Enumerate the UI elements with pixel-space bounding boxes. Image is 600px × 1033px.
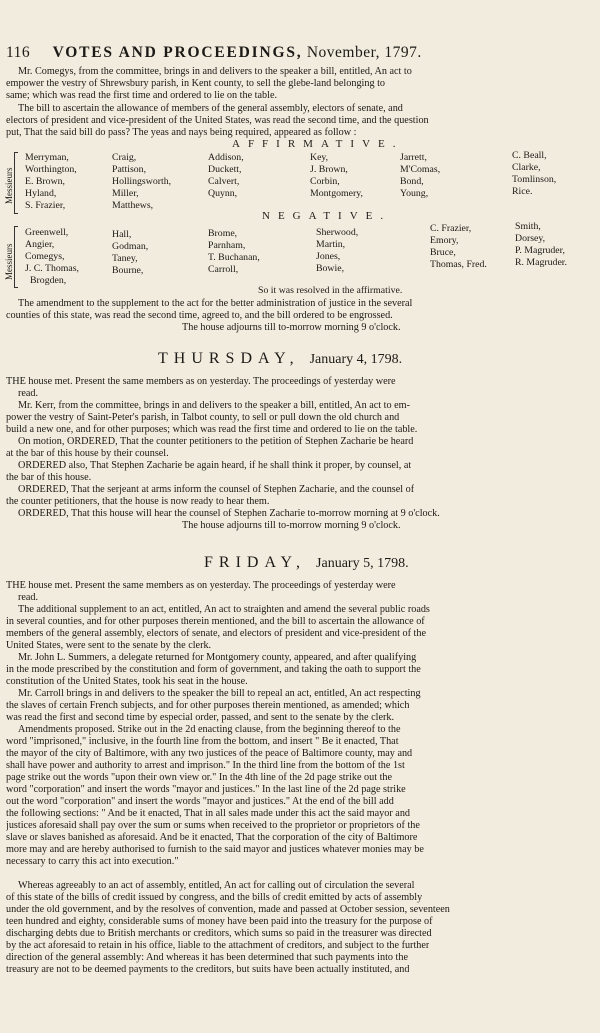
paragraph-line: the following sections: " And be it enacted, That in all sales made under this act the said mayor and xyxy=(6,808,411,819)
paragraph-line: constitution of the United States, took his seat in the house. xyxy=(6,676,248,687)
affirmative-name: C. Beall, xyxy=(512,150,547,161)
negative-name: Comegys, xyxy=(25,251,65,262)
paragraph-line: build a new one, and for other purposes; which was read the first time and ordered to lie on the table. xyxy=(6,424,418,435)
intro-line: electors of president and vice-president of the United States, was read the second time, and the question xyxy=(6,115,429,126)
negative-heading: NEGATIVE. xyxy=(262,210,392,222)
negative-name: Greenwell, xyxy=(25,227,69,238)
paragraph-line: read. xyxy=(18,592,39,603)
page-title: VOTES AND PROCEEDINGS, xyxy=(52,44,303,61)
paragraph-line: under the old government, and by the resolves of convention, made and passed at October session, seventeen xyxy=(6,904,450,915)
negative-name: Carroll, xyxy=(208,264,239,275)
negative-name: Taney, xyxy=(112,253,138,264)
paragraph-line: necessary to carry this act into execution." xyxy=(6,856,179,867)
negative-name: Brogden, xyxy=(30,275,67,286)
negative-name: Sherwood, xyxy=(316,227,359,238)
negative-messieurs-label: Messieurs xyxy=(4,243,14,280)
paragraph-line: Mr. Carroll brings in and delivers to the speaker the bill to repeal an act, entitled, An act respecting xyxy=(18,688,421,699)
paragraph-line: shall have power and authority to arrest and imprison." In the third line from the bottom of the 1st xyxy=(6,760,405,771)
running-header xyxy=(6,44,600,62)
affirmative-name: Clarke, xyxy=(512,162,541,173)
paragraph-line: THE house met. Present the same members as on yesterday. The proceedings of yesterday were xyxy=(6,376,396,387)
paragraph-line: of this state of the bills of credit issued by congress, and the bills of credit emitted by acts of assembly xyxy=(6,892,423,903)
paragraph-line: ORDERED, That the serjeant at arms inform the counsel of Stephen Zacharie, and the counsel of xyxy=(18,484,415,495)
paragraph-line: treasury are not to be deemed payments to the creditors, but suits have been actually instituted, and xyxy=(6,964,410,975)
negative-name: Hall, xyxy=(112,229,132,240)
paragraph-line: in the mode prescribed by the constitution and form of government, and taking the oath to support the xyxy=(6,664,421,675)
paragraph-line: members of the general assembly, electors of senate, and electors of president and vice-president of the xyxy=(6,628,426,639)
paragraph-line: United States, were sent to the senate by the clerk. xyxy=(6,640,212,651)
affirmative-name: M'Comas, xyxy=(400,164,441,175)
paragraph-line: word "corporation" and insert the words "mayor and justices." In the last line of the 2d page strike xyxy=(6,784,406,795)
negative-name: C. Frazier, xyxy=(430,223,472,234)
negative-name: Emory, xyxy=(430,235,459,246)
intro-line: put, That the said bill do pass? The yeas and nays being required, appeared as follow : xyxy=(6,127,357,138)
paragraph-line: The additional supplement to an act, entitled, An act to straighten and amend the several public roads xyxy=(18,604,430,615)
affirmative-name: Corbin, xyxy=(310,176,340,187)
affirmative-name: Worthington, xyxy=(25,164,77,175)
affirmative-name: Young, xyxy=(400,188,429,199)
affirmative-name: Tomlinson, xyxy=(512,174,557,185)
affirmative-name: S. Frazier, xyxy=(25,200,66,211)
thursday-heading xyxy=(158,350,402,368)
paragraph-line: the mayor of the city of Baltimore, with any two justices of the peace of Baltimore county, may and xyxy=(6,748,413,759)
affirmative-name: Pattison, xyxy=(112,164,147,175)
paragraph-line: power the vestry of Saint-Peter's parish, in Talbot county, to sell or pull down the old church and xyxy=(6,412,400,423)
negative-name: J. C. Thomas, xyxy=(25,263,79,274)
affirmative-name: Craig, xyxy=(112,152,137,163)
negative-name: Bourne, xyxy=(112,265,144,276)
affirmative-name: Hyland, xyxy=(25,188,57,199)
negative-name: Jones, xyxy=(316,251,341,262)
negative-name: Thomas, Fred. xyxy=(430,259,487,270)
affirmative-name: Jarrett, xyxy=(400,152,427,163)
paragraph-line: read. xyxy=(18,388,39,399)
paragraph-line: in several counties, and for other purposes therein mentioned, and the bill to ascertain the allowance of xyxy=(6,616,425,627)
paragraph-line: was read the first and second time by especial order, passed, and sent to the senate by the clerk. xyxy=(6,712,394,723)
intro-line: The bill to ascertain the allowance of members of the general assembly, electors of senate, and xyxy=(18,103,403,114)
paragraph-line: slave or slaves banished as aforesaid. And be it enacted, That the corporation of the city of Baltimore xyxy=(6,832,418,843)
paragraph-line: ORDERED also, That Stephen Zacharie be again heard, if he shall think it proper, by counsel, at xyxy=(18,460,412,471)
paragraph-line: page strike out the words "upon their own view or." In the 4th line of the 2d page strike out the xyxy=(6,772,393,783)
intro-line: same; which was read the first time and ordered to lie on the table. xyxy=(6,90,278,101)
paragraph-line: ORDERED, That this house will hear the counsel of Stephen Zacharie to-morrow morning at 9 o'clock. xyxy=(18,508,440,519)
affirmative-name: Addison, xyxy=(208,152,244,163)
negative-name: Parnham, xyxy=(208,240,246,251)
negative-name: P. Magruder, xyxy=(515,245,565,256)
negative-name: Angier, xyxy=(25,239,55,250)
paragraph-line: justices aforesaid shall pay over the sum or sums when received to the proprietor or proprietors of the xyxy=(6,820,420,831)
affirmative-name: Rice. xyxy=(512,186,533,197)
affirmative-name: Calvert, xyxy=(208,176,240,187)
negative-name: Brome, xyxy=(208,228,238,239)
affirmative-name: Matthews, xyxy=(112,200,154,211)
paragraph-line: Amendments proposed. Strike out in the 2d enacting clause, from the beginning thereof to the xyxy=(18,724,401,735)
paragraph-line: discharging debts due to British merchants or creditors, which sums so paid in the treasurer was directed xyxy=(6,928,432,939)
affirmative-name: Merryman, xyxy=(25,152,69,163)
paragraph-line: out the word "corporation" and insert the words "mayor and justices." At the end of the bill add xyxy=(6,796,394,807)
affirmative-name: Miller, xyxy=(112,188,139,199)
intro-line: Mr. Comegys, from the committee, brings in and delivers to the speaker a bill, entitled, An act to xyxy=(18,66,412,77)
vote-resolution: So it was resolved in the affirmative. xyxy=(258,285,403,296)
paragraph-line: more may and are hereby authorised to furnish to the said mayor and justices whatever monies may be xyxy=(6,844,424,855)
paragraph-line: Mr. Kerr, from the committee, brings in and delivers to the speaker a bill, entitled, An act to em- xyxy=(18,400,410,411)
friday-heading xyxy=(204,554,409,572)
paragraph-line: counties of this state, was read the second time, agreed to, and the bill ordered to be engrossed. xyxy=(6,310,393,321)
intro-line: empower the vestry of Shrewsbury parish, in Kent county, to sell the glebe-land belonging to xyxy=(6,78,386,89)
adjourn-line: The house adjourns till to-morrow morning 9 o'clock. xyxy=(182,322,401,333)
adjourn-line: The house adjourns till to-morrow morning 9 o'clock. xyxy=(182,520,401,531)
affirmative-name: Quynn, xyxy=(208,188,238,199)
thursday-date: January 4, 1798. xyxy=(309,352,403,367)
paragraph-line: at the bar of this house by their counsel. xyxy=(6,448,169,459)
negative-name: R. Magruder. xyxy=(515,257,567,268)
negative-name: Godman, xyxy=(112,241,149,252)
negative-name: T. Buchanan, xyxy=(208,252,260,263)
paragraph-line: teen hundred and eighty, considerable sums of money have been paid into the treasury for the purpose of xyxy=(6,916,433,927)
paragraph-line: word "imprisoned," inclusive, in the fourth line from the bottom, and insert " Be it enacted, That xyxy=(6,736,399,747)
paragraph-line: the bar of this house. xyxy=(6,472,92,483)
paragraph-line: On motion, ORDERED, That the counter petitioners to the petition of Stephen Zacharie be heard xyxy=(18,436,414,447)
header-date: November, 1797. xyxy=(306,44,422,61)
affirmative-name: Montgomery, xyxy=(310,188,363,199)
negative-brace xyxy=(14,226,18,288)
paragraph-line: The amendment to the supplement to the act for the better administration of justice in the several xyxy=(18,298,413,309)
thursday-day: THURSDAY, xyxy=(158,350,300,367)
affirmative-name: Bond, xyxy=(400,176,424,187)
negative-name: Martin, xyxy=(316,239,346,250)
page-number: 116 xyxy=(6,44,31,61)
paragraph-line: Mr. John L. Summers, a delegate returned for Montgomery county, appeared, and after qualifying xyxy=(18,652,417,663)
paragraph-line: direction of the general assembly: And whereas it has been determined that such payments into the xyxy=(6,952,409,963)
affirmative-name: Key, xyxy=(310,152,329,163)
affirmative-name: J. Brown, xyxy=(310,164,348,175)
paragraph-line: the counter petitioners, that the house is now ready to hear them. xyxy=(6,496,270,507)
friday-day: FRIDAY, xyxy=(204,554,307,571)
negative-name: Bruce, xyxy=(430,247,456,258)
paragraph-line: THE house met. Present the same members as on yesterday. The proceedings of yesterday were xyxy=(6,580,396,591)
negative-name: Bowie, xyxy=(316,263,345,274)
paragraph-line: the slaves of certain French subjects, and for other purposes therein mentioned, as amended; which xyxy=(6,700,410,711)
affirmative-heading: AFFIRMATIVE. xyxy=(232,138,404,150)
negative-name: Dorsey, xyxy=(515,233,546,244)
paragraph-line: Whereas agreeably to an act of assembly, entitled, An act for calling out of circulation the several xyxy=(18,880,415,891)
negative-name: Smith, xyxy=(515,221,541,232)
affirmative-name: Duckett, xyxy=(208,164,242,175)
affirmative-name: Hollingsworth, xyxy=(112,176,172,187)
paragraph-line: by the act aforesaid to retain in his office, liable to the attachment of creditors, and subject to the further xyxy=(6,940,430,951)
affirmative-brace xyxy=(14,152,18,214)
affirmative-messieurs-label: Messieurs xyxy=(4,167,14,204)
affirmative-name: E. Brown, xyxy=(25,176,66,187)
friday-date: January 5, 1798. xyxy=(316,556,409,571)
